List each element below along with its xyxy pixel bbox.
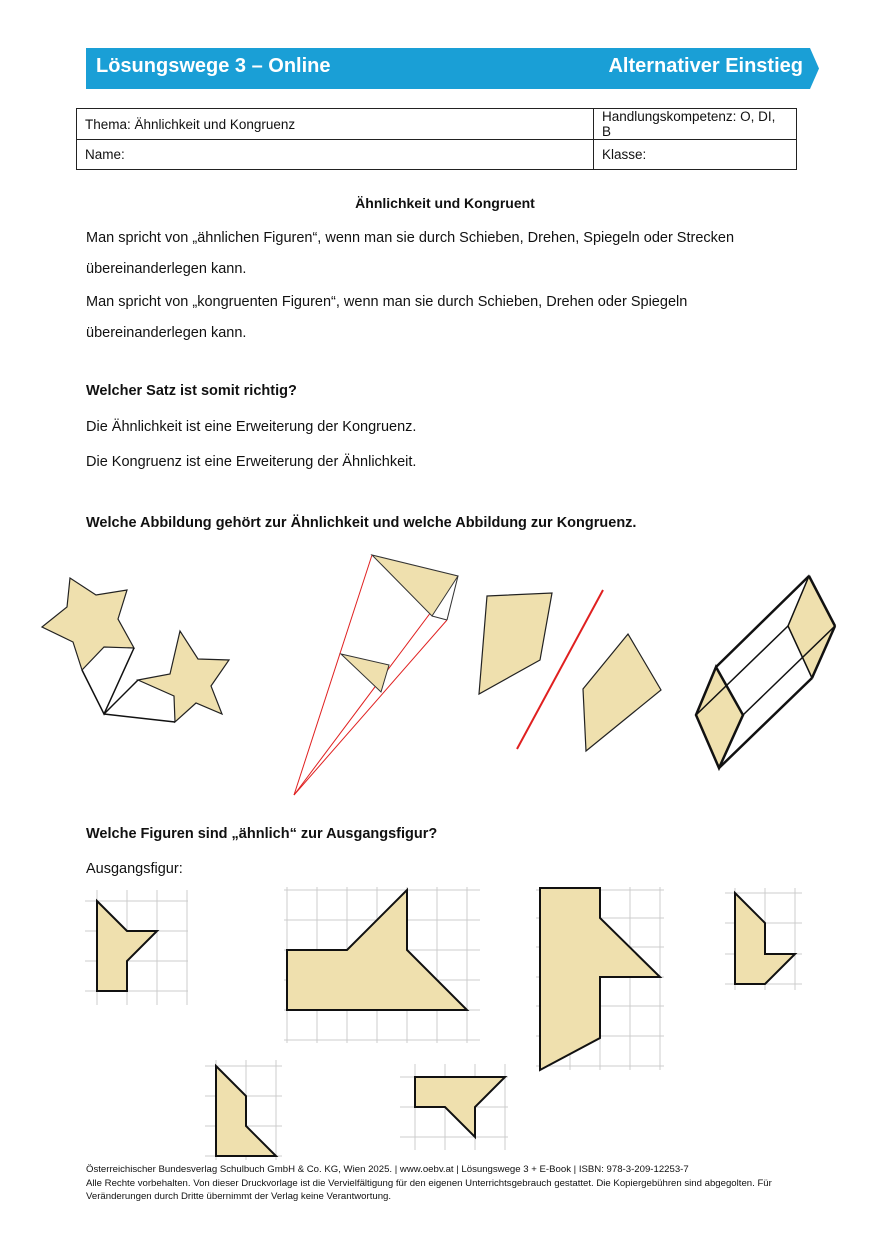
candidate-figure-small-right (725, 888, 802, 990)
source-figure (85, 890, 188, 1005)
candidate-figure-large-vertical (536, 887, 664, 1070)
footer-publisher-line: Österreichischer Bundesverlag Schulbuch GmbH & Co. KG, Wien 2025. | www.oebv.at | Lösungswege 3 + E-Book | ISBN: 978-3-209-12253-7 (86, 1164, 689, 1175)
banner-right-title: Alternativer Einstieg (608, 55, 803, 77)
question-1: Welcher Satz ist somit richtig? (86, 383, 297, 399)
class-cell[interactable]: Klasse: (594, 140, 797, 170)
question-2: Welche Abbildung gehört zur Ähnlichkeit und welche Abbildung zur Kongruenz. (86, 515, 637, 531)
definition-congruent: Man spricht von „kongruenten Figuren“, wenn man sie durch Schieben, Drehen oder Spiegeln übereinanderlegen kann. (86, 294, 688, 341)
definition-similar: Man spricht von „ähnlichen Figuren“, wenn man sie durch Schieben, Drehen, Spiegeln oder Strecken übereinanderlegen kann. (86, 230, 735, 277)
candidate-figure-bottom-middle (400, 1064, 508, 1150)
option-statement-1: Die Ähnlichkeit ist eine Erweiterung der Kongruenz. (86, 419, 417, 435)
ausgangsfigur-label: Ausgangsfigur: (86, 861, 183, 877)
competence-cell: Handlungskompetenz: O, DI, B (594, 109, 797, 140)
name-cell[interactable]: Name: (77, 140, 594, 170)
banner-left-title: Lösungswege 3 – Online (96, 55, 331, 77)
footer-rights-line: Alle Rechte vorbehalten. Von dieser Druckvorlage ist die Vervielfältigung für den eigenen Unterrichtsgebrauch gestattet. Die Kopiergebühren sind abgegolten. Für Veränderungen durch Dritte übernimmt der Verlag keine Verantwortung. (86, 1177, 772, 1202)
topic-cell: Thema: Ähnlichkeit und Kongruenz (77, 109, 594, 140)
option-statement-2: Die Kongruenz ist eine Erweiterung der Ähnlichkeit. (86, 454, 417, 470)
section-title: Ähnlichkeit und Kongruent (355, 195, 535, 211)
question-3: Welche Figuren sind „ähnlich“ zur Ausgangsfigur? (86, 826, 438, 842)
candidate-figure-large-horizontal (284, 887, 480, 1043)
footer (86, 1163, 806, 1204)
candidate-figure-bottom-left (205, 1060, 282, 1160)
